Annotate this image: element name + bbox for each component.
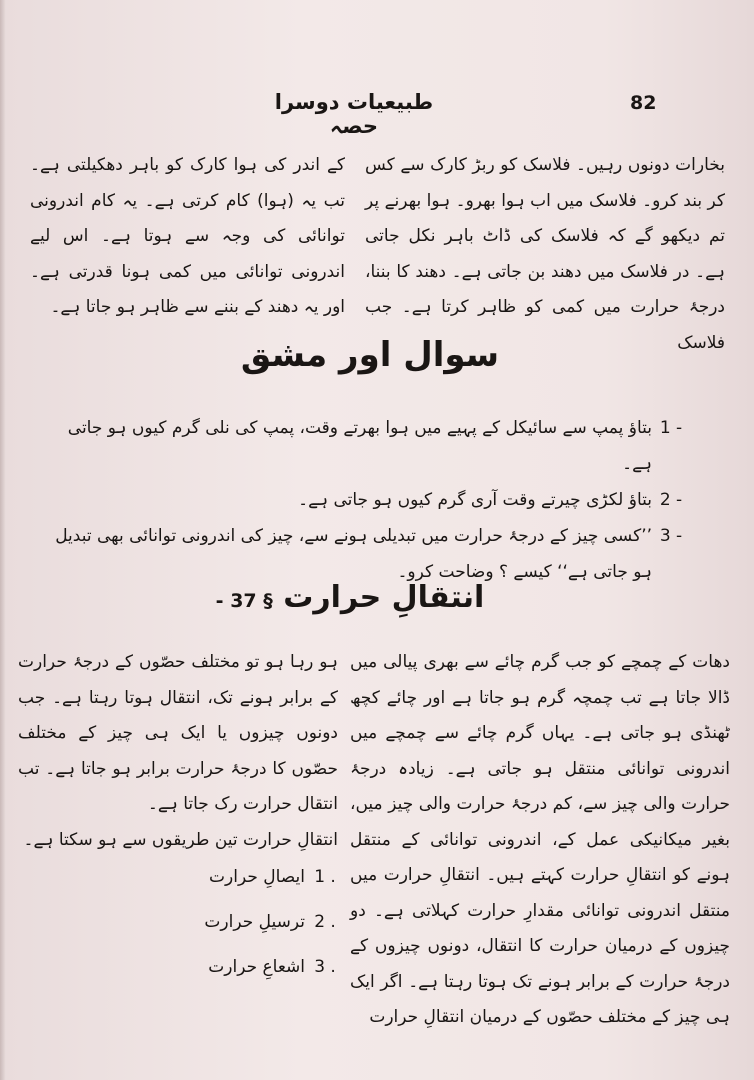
- methods-intro: انتقالِ حرارت تین طریقوں سے ہو سکتا ہے۔: [23, 829, 338, 850]
- exercise-heading: سوال اور مشق: [240, 335, 500, 375]
- section-left-column: [18, 645, 338, 858]
- method-item: [170, 855, 345, 900]
- question-number: 3 -: [659, 526, 683, 546]
- intro-left-column: [30, 148, 345, 326]
- question-item: [40, 482, 690, 518]
- section-title: انتقالِ حرارت: [283, 580, 485, 615]
- question-item: [40, 410, 690, 482]
- question-text: ’’کسی چیز کے درجۂ حرارت میں تبدیلی ہونے سے، چیز کی اندرونی توانائی بھی تبدیل ہو جاتی ہے‘‘ کیسے ؟ وضاحت کرو۔: [55, 526, 652, 582]
- section-right-text: دھات کے چمچے کو جب گرم چائے سے بھری پیالی میں ڈالا جاتا ہے تب چمچہ گرم ہو جاتا ہے اور چائے کچھ ٹھنڈی ہو جاتی ہے۔ یہاں گرم چائے سے چمچے میں اندرونی توانائی منتقل ہو جاتی ہے۔ زیادہ درجۂ حرارت والی چیز سے، کم درجۂ حرارت والی چیز میں، بغیر میکانیکی عمل کے، اندرونی توانائی کے منتقل ہونے کو انتقالِ حرارت کہتے ہیں۔ انتقالِ حرارت میں منتقل اندرونی توانائی مقدارِ حرارت کہلاتی ہے۔ دو چیزوں کے درمیان حرارت کا انتقال، دونوں چیزوں کے درجۂ حرارت کے برابر ہونے تک ہوتا رہتا ہے۔ اگر ایک ہی چیز کے مختلف حصّوں کے درمیان انتقالِ حرارت: [350, 652, 730, 1027]
- method-number: 3 .: [314, 957, 336, 977]
- section-marker: § 37 -: [215, 590, 273, 612]
- question-list: [40, 410, 690, 590]
- page-number: 82: [630, 92, 657, 114]
- section-left-text: ہو رہا ہو تو مختلف حصّوں کے درجۂ حرارت کے برابر ہونے تک، انتقال ہوتا رہتا ہے۔ جب دونوں چیزوں یا ایک ہی چیز کے مختلف حصّوں کا درجۂ حرارت برابر ہو جاتا ہے۔ تب انتقال حرارت رک جاتا ہے۔: [18, 652, 338, 814]
- method-text: اشعاعِ حرارت: [208, 957, 305, 977]
- method-number: 2 .: [314, 912, 336, 932]
- running-header-title: طبیعیات دوسرا حصہ: [274, 90, 434, 138]
- section-right-column: [350, 645, 730, 1036]
- intro-right-text: بخارات دونوں رہیں۔ فلاسک کو ربڑ کارک سے کس کر بند کرو۔ فلاسک میں اب ہوا بھرو۔ ہوا بھرنے پر تم دیکھو گے کہ فلاسک کی ڈاٹ باہر نکل جاتی ہے۔ در فلاسک میں دھند بن جاتی ہے۔ دھند کا بننا، درجۂ حرارت میں کمی کو ظاہر کرتا ہے۔ جب فلاسک: [365, 155, 725, 353]
- page-edge-shadow: [0, 0, 6, 1080]
- intro-left-text: کے اندر کی ہوا کارک کو باہر دھکیلتی ہے۔ تب یہ (ہوا) کام کرتی ہے۔ یہ کام اندرونی توانائی کی وجہ سے ہوتا ہے۔ اس لیے اندرونی توانائی میں کمی ہونا قدرتی ہے۔ اور یہ دھند کے بننے سے ظاہر ہو جاتا ہے۔: [30, 155, 345, 317]
- intro-right-column: [365, 148, 725, 361]
- method-number: 1 .: [314, 867, 336, 887]
- method-item: [170, 900, 345, 945]
- question-number: 2 -: [659, 490, 683, 510]
- section-heading: [210, 580, 490, 615]
- question-number: 1 -: [659, 418, 683, 438]
- question-text: بتاؤ پمپ سے سائیکل کے پہیے میں ہوا بھرتے وقت، پمپ کی نلی گرم کیوں ہو جاتی ہے۔: [67, 418, 652, 474]
- method-text: ایصالِ حرارت: [209, 867, 305, 887]
- question-text: بتاؤ لکڑی چیرتے وقت آری گرم کیوں ہو جاتی ہے۔: [298, 490, 652, 510]
- method-item: [170, 945, 345, 990]
- method-text: ترسیلِ حرارت: [204, 912, 305, 932]
- methods-list: [170, 855, 345, 990]
